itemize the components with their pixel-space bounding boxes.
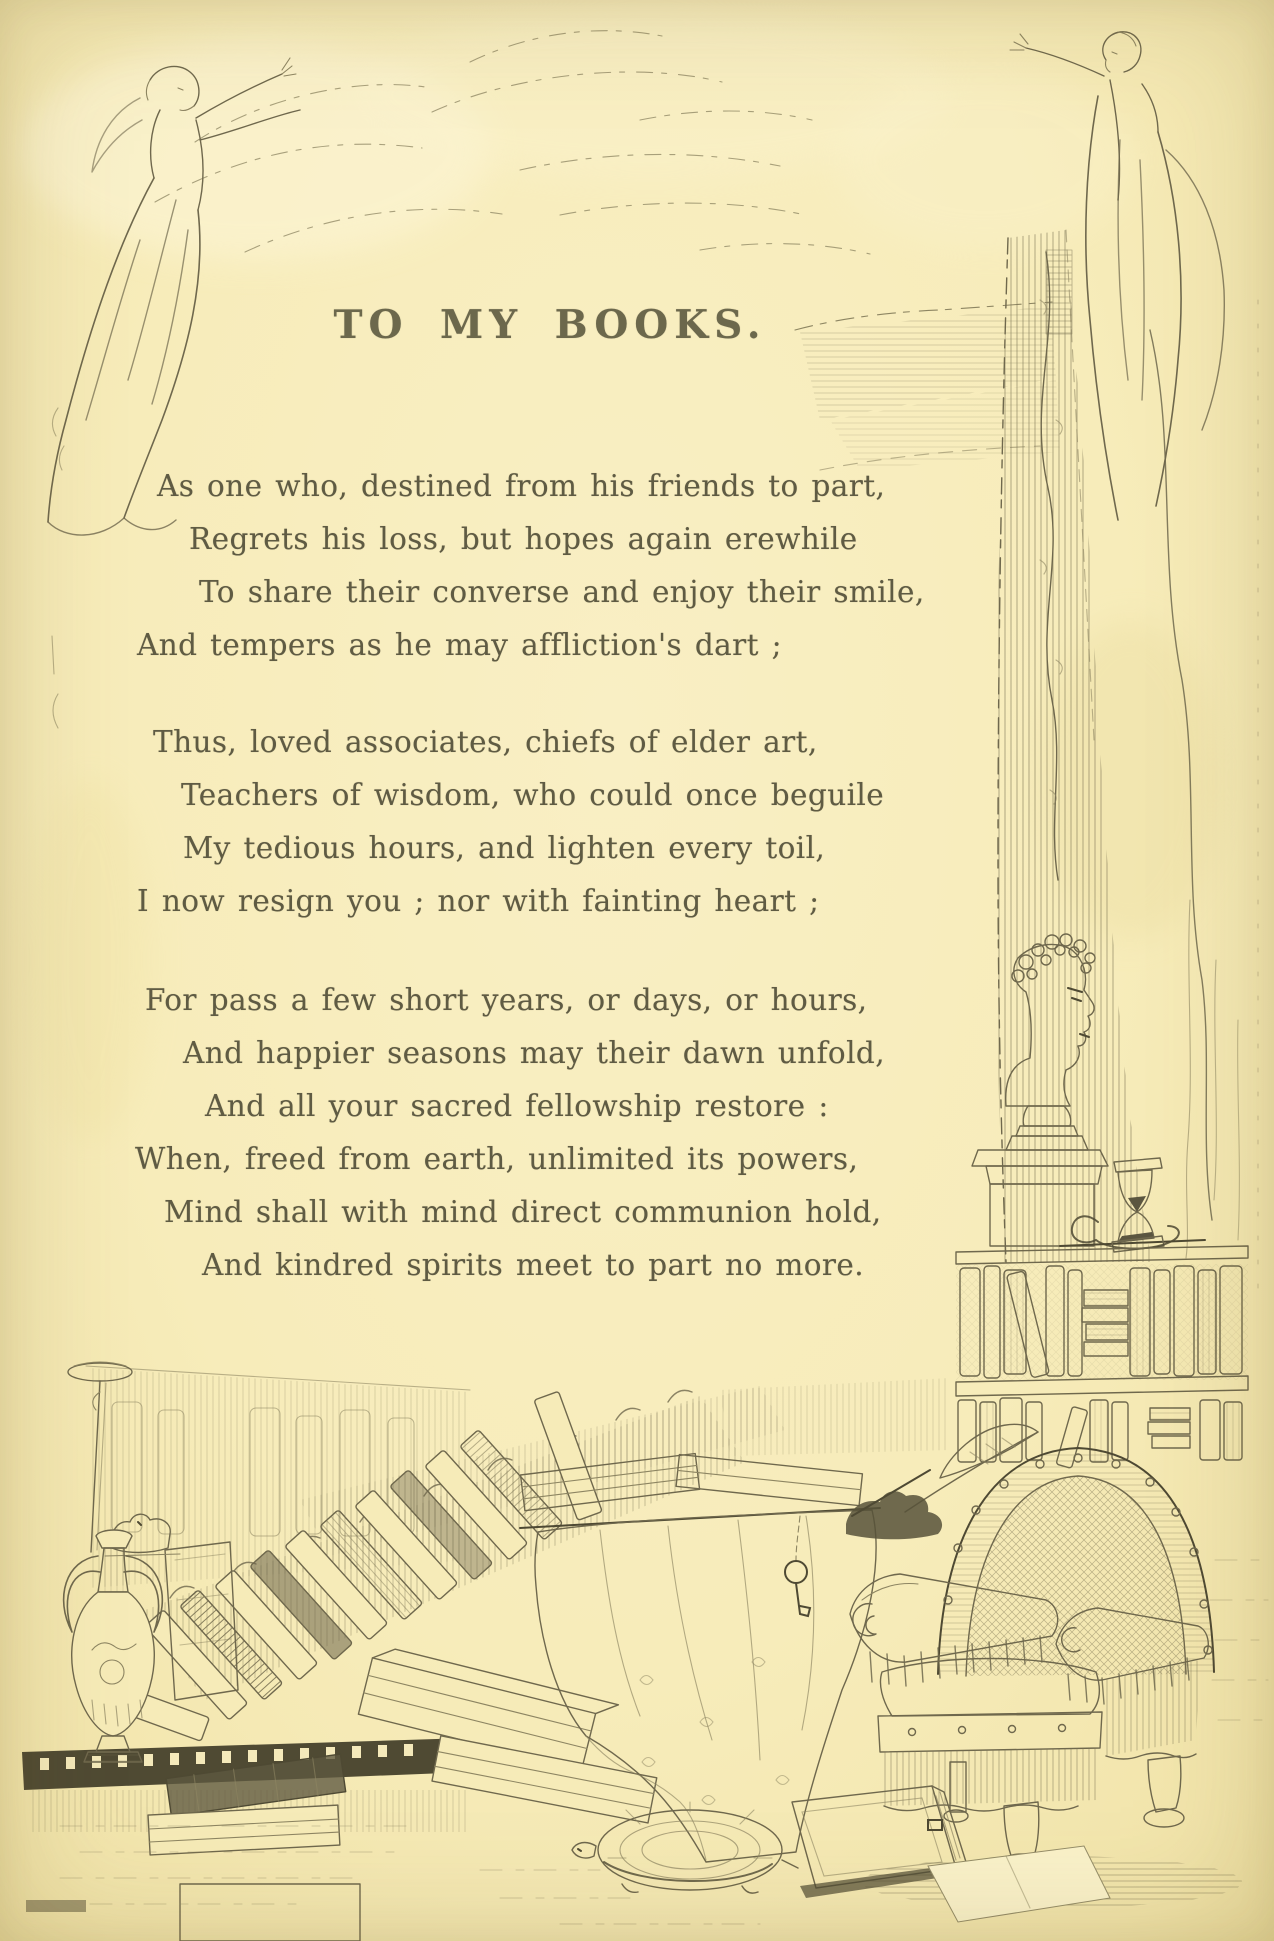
poem-line: And kindred spirits meet to part no more.	[202, 1248, 865, 1282]
tortoise-illustration	[572, 1802, 798, 1893]
poem-stanza-1	[133, 460, 925, 672]
poem-line: Thus, loved associates, chiefs of elder art,	[153, 725, 818, 759]
poem-line: Mind shall with mind direct communion hold,	[164, 1195, 882, 1229]
ewer-illustration	[64, 1530, 163, 1762]
poem-stanza-2	[133, 716, 884, 928]
corner-smudge	[26, 1900, 86, 1912]
poem-line: Teachers of wisdom, who could once beguile	[181, 778, 885, 812]
embroidery-squiggles	[640, 1658, 789, 1805]
poem-line: And all your sacred fellowship restore :	[205, 1089, 829, 1123]
inkstand	[846, 1470, 942, 1539]
poem-line: My tedious hours, and lighten every toil,	[183, 831, 826, 865]
poem-line: Regrets his loss, but hopes again erewhile	[189, 522, 858, 556]
poem-stanza-3	[133, 974, 885, 1292]
poem-title: TO MY BOOKS.	[333, 302, 767, 349]
poem-line: And tempers as he may affliction's dart ;	[137, 628, 782, 662]
poem-line: For pass a few short years, or days, or hours,	[145, 983, 868, 1017]
poem-line: To share their converse and enjoy their smile,	[199, 575, 925, 609]
poem-line: When, freed from earth, unlimited its powers,	[135, 1142, 859, 1176]
poem-line: And happier seasons may their dawn unfold,	[183, 1036, 885, 1070]
poem-line: I now resign you ; nor with fainting heart ;	[137, 884, 820, 918]
bookshelf-illustration	[956, 1246, 1248, 1468]
hanging-key	[785, 1516, 810, 1616]
library-floor-illustration	[22, 1362, 1268, 1941]
poem-line: As one who, destined from his friends to part,	[157, 469, 886, 503]
